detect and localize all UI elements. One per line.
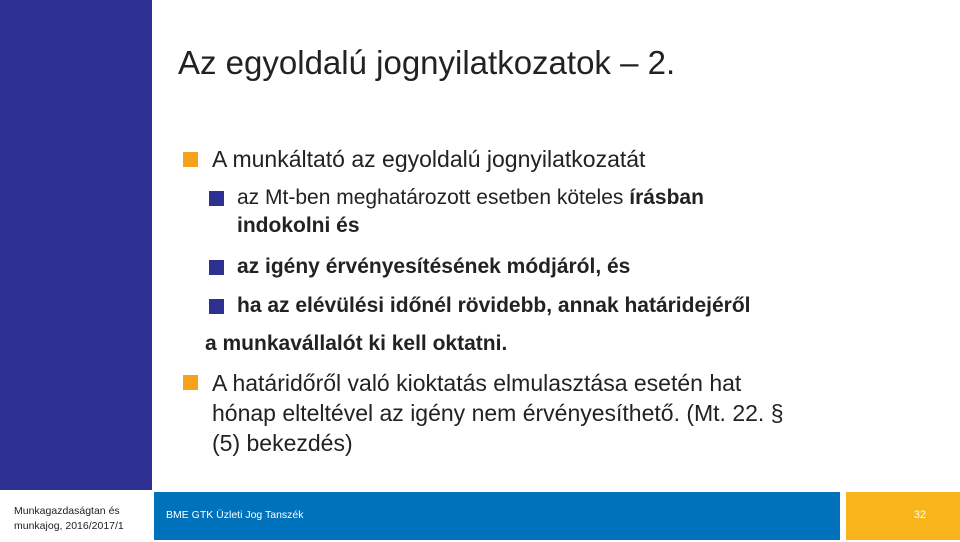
footer-course-box <box>0 490 152 542</box>
sub-bullet-3-text: ha az elévülési időnél rövidebb, annak határidejéről <box>237 294 751 317</box>
footer-course <box>14 504 148 534</box>
footer-department-bar <box>154 492 840 540</box>
sub-bullet-marker <box>209 260 224 275</box>
sub-bullet-1 <box>237 184 857 240</box>
bullet-main-2 <box>212 368 932 458</box>
footer-course-line2: munkajog, 2016/2017/1 <box>14 520 124 532</box>
sub-bullet-marker <box>209 191 224 206</box>
slide-title: Az egyoldalú jognyilatkozatok – 2. <box>178 44 676 81</box>
sub-bullet-2-text: az igény érvényesítésének módjáról, és <box>237 255 631 278</box>
bullet-main-2-line2: hónap elteltével az igény nem érvényesíthető. (Mt. 22. § <box>212 400 784 426</box>
bullet-marker <box>183 152 198 167</box>
footer-course-line1: Munkagazdaságtan és <box>14 505 120 517</box>
conclusion-line <box>205 330 507 358</box>
bullet-marker <box>183 375 198 390</box>
bullet-main-2-line3: (5) bekezdés) <box>212 430 353 456</box>
sub-bullet-2 <box>237 253 630 281</box>
sub-bullet-1-text: az Mt-ben meghatározott esetben köteles <box>237 186 630 209</box>
page-number: 32 <box>913 509 926 521</box>
sub-bullet-1-bold-2: indokolni és <box>237 214 360 237</box>
footer-department: BME GTK Üzleti Jog Tanszék <box>166 509 304 521</box>
sub-bullet-marker <box>209 299 224 314</box>
left-sidebar <box>0 0 152 490</box>
bullet-main-2-line1: A határidőről való kioktatás elmulasztása esetén hat <box>212 370 742 396</box>
bullet-main-1: A munkáltató az egyoldalú jognyilatkozatát <box>212 146 646 172</box>
sub-bullet-3 <box>237 292 751 320</box>
conclusion-text: a munkavállalót ki kell oktatni. <box>205 332 508 355</box>
footer-page-box <box>846 492 960 540</box>
sub-bullet-1-bold: írásban <box>629 186 704 209</box>
